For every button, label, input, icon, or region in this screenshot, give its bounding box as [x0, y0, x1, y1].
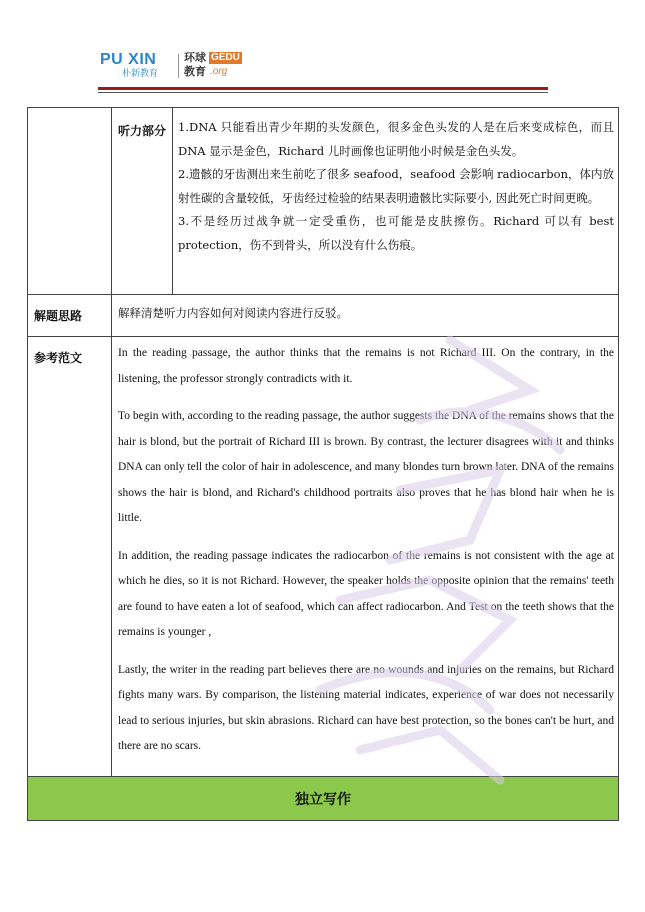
gedu-logo-line1: 环球: [184, 51, 206, 64]
listening-label: 听力部分: [118, 124, 167, 138]
listening-points: [178, 116, 614, 257]
listening-point-1: 1.DNA 只能看出青少年期的头发颜色，很多金色头发的人是在后来变成棕色，而且 DNA 显示是金色，Richard 儿时画像也证明他小时候是金色头发。: [178, 120, 614, 158]
listening-inner-divider: [172, 108, 173, 294]
approach-text: 解释清楚听力内容如何对阅读内容进行反驳。: [118, 306, 348, 320]
logo-divider: [178, 54, 179, 78]
row-divider-1: [28, 294, 618, 295]
puxin-logo-subtitle: 朴新教育: [122, 69, 159, 79]
section-heading: 独立写作: [295, 791, 351, 808]
approach-label: 解题思路: [34, 309, 83, 323]
header-rule-red: [98, 87, 548, 90]
section-heading-band: [28, 777, 618, 820]
sample-label: 参考范文: [34, 351, 83, 365]
column-divider: [111, 108, 112, 777]
puxin-logo-text: PU XIN: [100, 51, 157, 68]
header-logo: [100, 52, 250, 82]
essay-paragraph-2: To begin with, according to the reading passage, the author suggests the DNA of the remains shows that the hair is blond, but the portrait of Richard III is brown. By contrast, the lecturer disagrees with it and thinks DNA can only tell the color of hair in adolescence, and many blondes turn brown later. DNA of the remains shows the hair is blond, and Richard's childhood portraits also proves that he has blond hair when he is little.: [118, 410, 614, 524]
row-divider-2: [28, 336, 618, 337]
listening-point-3: 3.不是经历过战争就一定受重伤，也可能是皮肤擦伤。Richard 可以有 best protection，伤不到骨头，所以没有什么伤痕。: [178, 214, 614, 252]
gedu-logo-line2: 教育: [184, 65, 206, 78]
content-table: [27, 107, 619, 821]
essay-paragraph-1: In the reading passage, the author thinks that the remains is not Richard III. On the contrary, in the listening, the professor strongly contradicts with it.: [118, 347, 614, 385]
essay-paragraph-4: Lastly, the writer in the reading part believes there are no wounds and injuries on the remains, but Richard fights many wars. By comparison, the listening material indicates, experience of war does not necessarily lead to serious injuries, but skin abrasions. Richard can have best protection, so the bones can't be hurt, and there are no scars.: [118, 663, 614, 752]
essay-paragraph-3: In addition, the reading passage indicates the radiocarbon of the remains is not consistent with the age at which he dies, so it is not Richard. However, the speaker holds the opposite opinion that the remains' teeth are found to have eaten a lot of seafood, which can affect radiocarbon. And Test on the teeth shows that the remains is younger ,: [118, 549, 614, 638]
sample-essay: [118, 341, 614, 760]
header-rule-dark: [98, 92, 548, 93]
gedu-logo-badge: GEDU: [211, 52, 240, 63]
listening-point-2: 2.遗骸的牙齿测出来生前吃了很多 seafood，seafood 会影响 radiocarbon，体内放射性碳的含量较低，牙齿经过检验的结果表明遗骸比实际要小, 因此死亡时间更晚。: [178, 167, 614, 205]
gedu-logo-domain: .org: [210, 66, 228, 77]
